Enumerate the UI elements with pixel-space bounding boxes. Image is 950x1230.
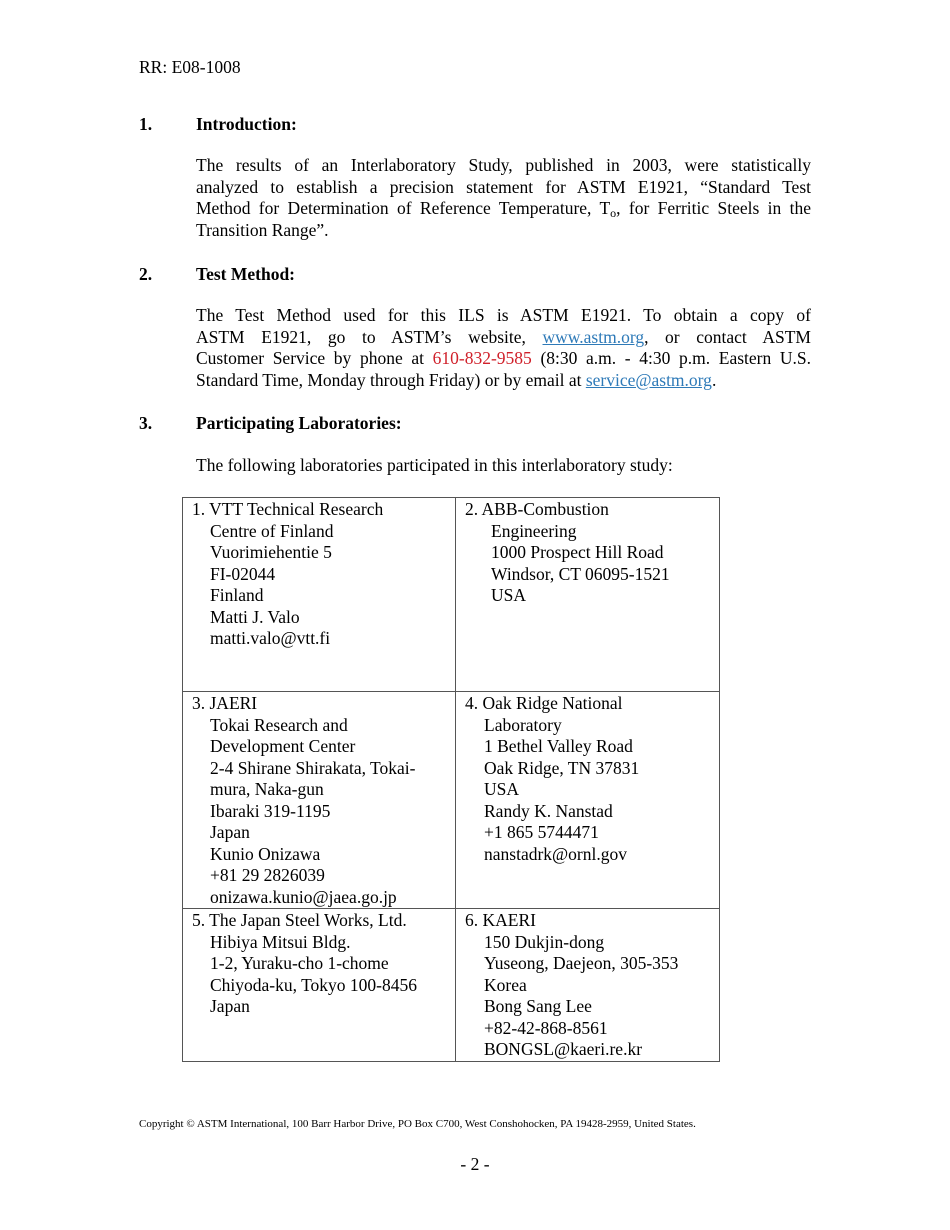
introduction-paragraph — [196, 155, 811, 241]
lab-2-line: Engineering — [491, 520, 577, 541]
lab-6-email: BONGSL@kaeri.re.kr — [484, 1039, 643, 1059]
section-3-number: 3. — [139, 413, 153, 433]
lab-4-name: 4. Oak Ridge National — [465, 693, 623, 713]
test-method-paragraph — [196, 305, 811, 391]
section-3-title: Participating Laboratories: — [196, 413, 402, 433]
lab-3-phone: +81 29 2826039 — [210, 865, 325, 885]
lab-5-line: Chiyoda-ku, Tokyo 100-8456 — [210, 974, 417, 995]
lab-1-line: Finland — [210, 585, 264, 605]
lab-4-contact: Randy K. Nanstad — [484, 800, 613, 821]
report-id: RR: E08-1008 — [139, 57, 241, 77]
lab-6-line: Korea — [484, 974, 527, 995]
intro-line-4: Transition Range”. — [196, 219, 329, 240]
lab-2-line: USA — [491, 585, 527, 605]
lab-1-name: 1. VTT Technical Research — [192, 499, 384, 519]
lab-cell-3 — [183, 692, 456, 909]
lab-cell-5 — [183, 909, 456, 1062]
intro-line-3: Method for Determination of Reference Temperature, $T_o$, for Ferritic Steels in the — [196, 198, 811, 220]
table-row — [183, 692, 720, 909]
phone-number: 610-832-9585 — [432, 348, 532, 368]
lab-1-line: FI-02044 — [210, 563, 276, 584]
subscript-o: o — [610, 206, 617, 220]
table-row — [183, 498, 720, 692]
table-row — [183, 909, 720, 1062]
lab-3-line: Tokai Research and — [210, 714, 348, 735]
lab-3-line: Japan — [210, 822, 250, 842]
lab-6-phone: +82-42-868-8561 — [484, 1017, 608, 1038]
lab-6-line: Yuseong, Daejeon, 305-353 — [484, 953, 679, 973]
section-2-title: Test Method: — [196, 264, 296, 284]
lab-3-line: 2-4 Shirane Shirakata, Tokai- — [210, 757, 416, 778]
service-email-link[interactable]: service@astm.org — [585, 369, 712, 390]
lab-5-line: 1-2, Yuraku-cho 1-chome — [210, 953, 389, 973]
lab-1-email: matti.valo@vtt.fi — [210, 628, 331, 648]
lab-cell-2 — [456, 498, 720, 692]
lab-3-line: Development Center — [210, 736, 356, 756]
lab-6-contact: Bong Sang Lee — [484, 996, 592, 1016]
laboratories-table — [182, 497, 720, 1062]
copyright-notice: Copyright © ASTM International, 100 Barr Harbor Drive, PO Box C700, West Conshohocken, PA 19428-2959, United States. — [139, 1118, 696, 1130]
lab-2-name: 2. ABB-Combustion — [465, 499, 609, 519]
intro-line-1: The results of an Interlaboratory Study, published in 2003, were statistically — [196, 155, 811, 175]
intro-line-2: analyzed to establish a precision statement for ASTM E1921, “Standard Test — [196, 176, 811, 197]
lab-6-name: 6. KAERI — [465, 910, 536, 930]
section-1-number: 1. — [139, 114, 153, 134]
section-2-number: 2. — [139, 264, 153, 284]
lab-4-line: Laboratory — [484, 714, 562, 735]
lab-4-email: nanstadrk@ornl.gov — [484, 843, 627, 864]
lab-3-email: onizawa.kunio@jaea.go.jp — [210, 886, 397, 907]
section-1-heading — [139, 114, 297, 136]
lab-2-line: 1000 Prospect Hill Road — [491, 542, 664, 562]
test-method-line-2: ASTM E1921, go to ASTM’s website, www.astm.org, or contact ASTM — [196, 326, 811, 347]
lab-cell-4 — [456, 692, 720, 909]
page-number: - 2 - — [460, 1154, 490, 1174]
lab-5-name: 5. The Japan Steel Works, Ltd. — [192, 910, 407, 930]
lab-1-line: Centre of Finland — [210, 520, 334, 541]
lab-4-line: 1 Bethel Valley Road — [484, 736, 633, 756]
lab-5-line: Hibiya Mitsui Bldg. — [210, 931, 351, 952]
lab-6-line: 150 Dukjin-dong — [484, 931, 605, 952]
lab-3-line: mura, Naka-gun — [210, 779, 324, 799]
lab-5-line: Japan — [210, 996, 250, 1016]
lab-4-phone: +1 865 5744471 — [484, 822, 599, 842]
lab-2-line: Windsor, CT 06095-1521 — [491, 563, 670, 584]
lab-1-contact: Matti J. Valo — [210, 606, 300, 627]
lab-3-line: Ibaraki 319-1195 — [210, 800, 331, 821]
section-2-heading — [139, 264, 295, 286]
lab-cell-1 — [183, 498, 456, 692]
lab-1-line: Vuorimiehentie 5 — [210, 542, 332, 562]
section-1-title: Introduction: — [196, 114, 297, 134]
test-method-line-3: Customer Service by phone at 610-832-9585 (8:30 a.m. - 4:30 p.m. Eastern U.S. — [196, 348, 811, 368]
lab-3-contact: Kunio Onizawa — [210, 843, 321, 864]
lab-4-line: USA — [484, 779, 520, 799]
lab-4-line: Oak Ridge, TN 37831 — [484, 757, 640, 778]
lab-3-name: 3. JAERI — [192, 693, 258, 713]
participating-intro: The following laboratories participated in this interlaboratory study: — [196, 455, 673, 475]
section-3-heading — [139, 413, 402, 435]
test-method-line-4: Standard Time, Monday through Friday) or by email at service@astm.org. — [196, 369, 717, 390]
test-method-line-1: The Test Method used for this ILS is ASTM E1921. To obtain a copy of — [196, 305, 811, 325]
lab-cell-6 — [456, 909, 720, 1062]
astm-website-link[interactable]: www.astm.org — [542, 326, 645, 347]
